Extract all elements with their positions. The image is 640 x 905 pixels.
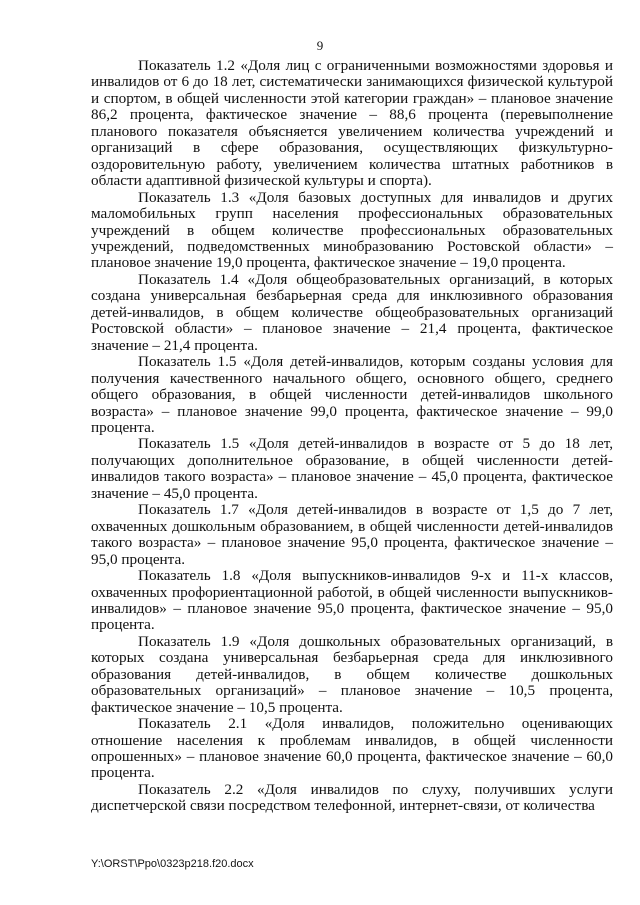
paragraph-indicator-1-5-second: Показатель 1.5 «Доля детей-инвалидов в возрасте от 5 до 18 лет, получающих дополнительное образование, в общей численности детей-инвалидов такого возраста» – плановое значение – 45,0 процента, фактическое значение – 45,0 процента.	[91, 435, 613, 502]
footer-file-path: Y:\ORST\Ppo\0323p218.f20.docx	[91, 858, 254, 870]
document-body	[91, 58, 613, 815]
paragraph-indicator-1-4: Показатель 1.4 «Доля общеобразовательных организаций, в которых создана универсальная безбарьерная среда для инклюзивного образования детей-инвалидов, в общем количестве общеобразовательных организаций Ростовской области» – плановое значение – 21,4 процента, фактическое значение – 21,4 процента.	[91, 270, 613, 354]
paragraph-indicator-1-2: Показатель 1.2 «Доля лиц с ограниченными возможностями здоровья и инвалидов от 6 до 18 лет, систематически занимающихся физической культурой и спортом, в общей численности этой категории граждан» – плановое значение 86,2 процента, фактическое значение – 88,6 процента (перевыполнение планового показателя объясняется увеличением количества учреждений и организаций в сфере образования, осуществляющих физкультурно-оздоровительную работу, увеличением количества штатных работников в области адаптивной физической культуры и спорта).	[91, 57, 613, 190]
paragraph-indicator-1-8: Показатель 1.8 «Доля выпускников-инвалидов 9-х и 11-х классов, охваченных профориентационной работой, в общей численности выпускников-инвалидов» – плановое значение 95,0 процента, фактическое значение – 95,0 процента.	[91, 567, 613, 634]
paragraph-indicator-1-9: Показатель 1.9 «Доля дошкольных образовательных организаций, в которых создана универсальная безбарьерная среда для инклюзивного образования детей-инвалидов, в общем количестве дошкольных образовательных организаций» – плановое значение – 10,5 процента, фактическое значение – 10,5 процента.	[91, 632, 613, 716]
paragraph-indicator-1-3: Показатель 1.3 «Доля базовых доступных для инвалидов и других маломобильных групп населения профессиональных образовательных учреждений в общем количестве профессиональных образовательных учреждений, подведомственных минобразованию Ростовской области» – плановое значение 19,0 процента, фактическое значение – 19,0 процента.	[91, 188, 613, 272]
paragraph-indicator-2-1: Показатель 2.1 «Доля инвалидов, положительно оценивающих отношение населения к проблемам инвалидов, в общей численности опрошенных» – плановое значение 60,0 процента, фактическое значение – 60,0 процента.	[91, 715, 613, 782]
page-number: 9	[316, 38, 324, 53]
paragraph-indicator-1-7: Показатель 1.7 «Доля детей-инвалидов в возрасте от 1,5 до 7 лет, охваченных дошкольным образованием, в общей численности детей-инвалидов такого возраста» – плановое значение 95,0 процента, фактическое значение – 95,0 процента.	[91, 501, 613, 568]
paragraph-indicator-1-5: Показатель 1.5 «Доля детей-инвалидов, которым созданы условия для получения качественного начального общего, основного общего, среднего общего образования, в общей численности детей-инвалидов школьного возраста» – плановое значение 99,0 процента, фактическое значение – 99,0 процента.	[91, 353, 613, 436]
paragraph-indicator-2-2: Показатель 2.2 «Доля инвалидов по слуху, получивших услуги диспетчерской связи посредством телефонной, интернет-связи, от количества	[91, 780, 613, 815]
